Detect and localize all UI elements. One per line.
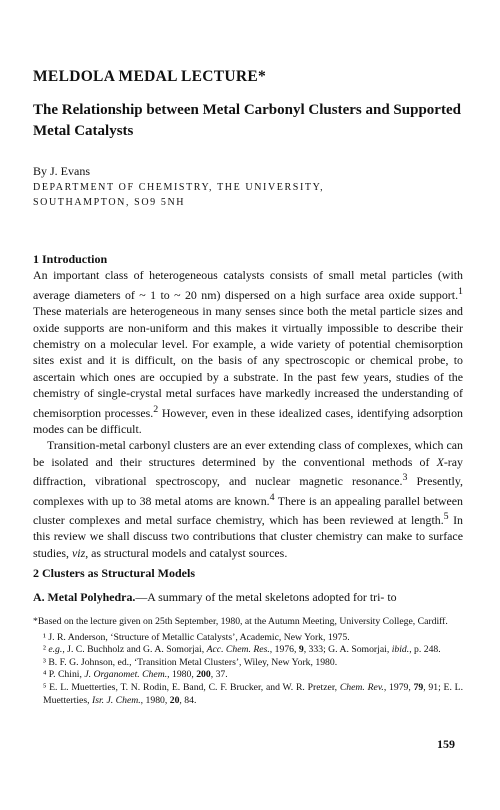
page-number: 159 [437, 737, 455, 751]
citation-ref: 5 [443, 510, 449, 522]
citation-ref: 3 [402, 472, 408, 484]
introduction-paragraph-1: An important class of heterogeneous catalysts consists of small metal particles (with average diameters of ~ 1 to ~ 20 nm) dispersed on a high surface area oxide support.$^1$ These materials are heterogeneous in many senses since both the metal particle sizes and oxide supports are non-uniform and this makes it virtually impossible to describe their chemistry on a molecular level. For example, a wide variety of potential chemisorption sites exist and it is difficult, on the basis of any spectroscopic or chemical probe, to ascertain which ones are occupied by a substrate. In the past few years, studies of the chemistry of single-crystal metal surfaces have markedly increased the understanding of chemisorption processes.$^2$ However, even in these idealized cases, identifying adsorption modes can be difficult. [33, 268, 463, 436]
footnote-lecture: *Based on the lecture given on 25th September, 1980, at the Autumn Meeting, University College, Cardiff. [33, 616, 448, 627]
subsection-heading: A. Metal Polyhedra. [33, 590, 136, 604]
reference-5: ⁵ E. L. Muetterties, T. N. Rodin, E. Band, C. F. Brucker, and W. R. Pretzer, Chem. Rev., 1979, 79, 91; E. L. Muetterties, Isr. J. Chem., 1980, 20, 84. [43, 681, 463, 706]
reference-3: ³ B. F. G. Johnson, ed., ‘Transition Metal Clusters’, Wiley, New York, 1980. [43, 656, 338, 668]
citation-ref: 4 [269, 491, 275, 503]
metal-polyhedra-paragraph: A. Metal Polyhedra.—A summary of the metal skeletons adopted for tri- to [33, 590, 397, 604]
affiliation-address: SOUTHAMPTON, SO9 5NH [33, 197, 186, 208]
introduction-section [33, 251, 463, 561]
citation-ref: 2 [153, 403, 159, 415]
section-heading-introduction: 1 Introduction [33, 252, 108, 266]
reference-2: ² e.g., J. C. Buchholz and G. A. Somorjai, Acc. Chem. Res., 1976, 9, 333; G. A. Somorjai, ibid., p. 248. [43, 644, 441, 656]
lecture-series-label: MELDOLA MEDAL LECTURE* [33, 68, 267, 85]
author-affiliation [33, 180, 324, 210]
reference-4: ⁴ P. Chini, J. Organomet. Chem., 1980, 200, 37. [43, 669, 228, 681]
affiliation-department: DEPARTMENT OF CHEMISTRY, THE UNIVERSITY, [33, 182, 325, 193]
reference-1: ¹ J. R. Anderson, ‘Structure of Metallic Catalysts’, Academic, New York, 1975. [43, 631, 350, 643]
section-heading-structural-models: 2 Clusters as Structural Models [33, 566, 195, 580]
citation-ref: 1 [458, 285, 463, 297]
introduction-paragraph-2: Transition-metal carbonyl clusters are an ever extending class of complexes, which can be isolated and their structures determined by the conventional methods of X-ray diffraction, vibrational spectroscopy, and nuclear magnetic resonance.$^3$ Presently, complexes with up to 38 metal atoms are known.$^4$ There is an appealing parallel between cluster complexes and metal surface chemistry, which has been reviewed at length.$^5$ In this review we shall discuss two contributions that cluster chemistry can make to surface studies, viz, as structural models and catalyst sources. [33, 438, 463, 560]
article-title: The Relationship between Metal Carbonyl Clusters and Supported Metal Catalysts [33, 102, 461, 139]
footnotes [33, 616, 463, 707]
author-byline: By J. Evans [33, 164, 90, 178]
